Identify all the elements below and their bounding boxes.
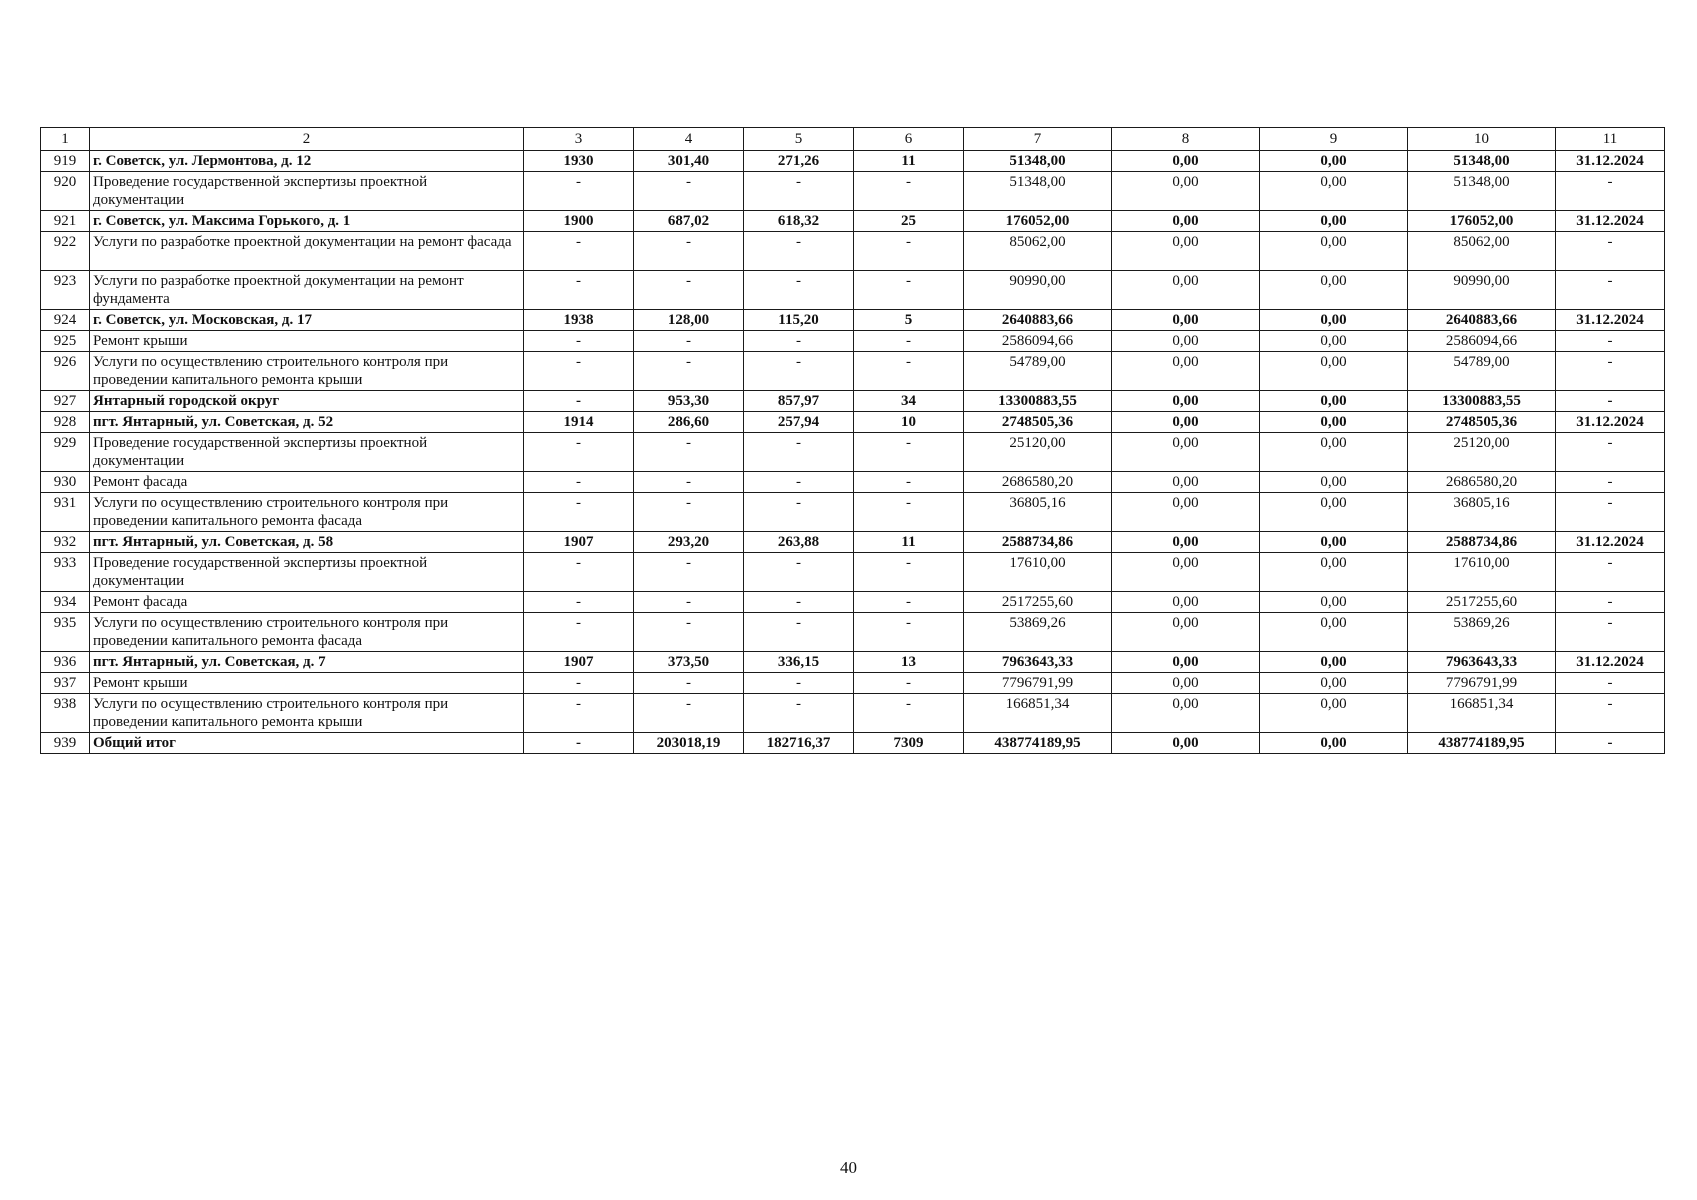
year-cell: - — [524, 352, 634, 391]
owners-funds-cell: 2586094,66 — [1408, 331, 1556, 352]
item-name: пгт. Янтарный, ул. Советская, д. 58 — [90, 532, 524, 553]
page-number: 40 — [840, 1158, 857, 1177]
row-number: 932 — [41, 532, 90, 553]
area-total-cell: 373,50 — [634, 652, 744, 673]
owners-funds-cell: 176052,00 — [1408, 211, 1556, 232]
owners-funds-cell: 85062,00 — [1408, 232, 1556, 271]
item-name: Услуги по осуществлению строительного контроля при проведении капитального ремонта крыши — [90, 352, 524, 391]
fund-cell: 0,00 — [1112, 733, 1260, 754]
year-cell: - — [524, 694, 634, 733]
fund-cell: 0,00 — [1112, 673, 1260, 694]
residents-cell: 11 — [854, 532, 964, 553]
deadline-cell: - — [1556, 673, 1665, 694]
row-number: 930 — [41, 472, 90, 493]
residents-cell: - — [854, 331, 964, 352]
area-living-cell: 271,26 — [744, 151, 854, 172]
area-total-cell: - — [634, 331, 744, 352]
fund-cell: 0,00 — [1112, 331, 1260, 352]
year-cell: 1914 — [524, 412, 634, 433]
table-row — [41, 733, 1665, 754]
item-name: Услуги по разработке проектной документации на ремонт фасада — [90, 232, 524, 271]
fund-cell: 0,00 — [1112, 694, 1260, 733]
year-cell: - — [524, 673, 634, 694]
area-living-cell: 115,20 — [744, 310, 854, 331]
item-name: г. Советск, ул. Лермонтова, д. 12 — [90, 151, 524, 172]
deadline-cell: 31.12.2024 — [1556, 151, 1665, 172]
deadline-cell: - — [1556, 733, 1665, 754]
residents-cell: 25 — [854, 211, 964, 232]
deadline-cell: - — [1556, 472, 1665, 493]
residents-cell: 11 — [854, 151, 964, 172]
deadline-cell: 31.12.2024 — [1556, 412, 1665, 433]
table-row — [41, 472, 1665, 493]
cost-total-cell: 90990,00 — [964, 271, 1112, 310]
deadline-cell: - — [1556, 391, 1665, 412]
table-row — [41, 310, 1665, 331]
table-row — [41, 331, 1665, 352]
residents-cell: - — [854, 352, 964, 391]
area-living-cell: - — [744, 592, 854, 613]
owners-funds-cell: 2588734,86 — [1408, 532, 1556, 553]
fund-cell: 0,00 — [1112, 352, 1260, 391]
cost-total-cell: 2640883,66 — [964, 310, 1112, 331]
cost-total-cell: 2588734,86 — [964, 532, 1112, 553]
item-name: Ремонт фасада — [90, 592, 524, 613]
area-total-cell: 687,02 — [634, 211, 744, 232]
column-header: 6 — [854, 128, 964, 151]
owners-funds-cell: 2686580,20 — [1408, 472, 1556, 493]
fund-cell: 0,00 — [1112, 232, 1260, 271]
row-number: 920 — [41, 172, 90, 211]
year-cell: 1930 — [524, 151, 634, 172]
cost-total-cell: 36805,16 — [964, 493, 1112, 532]
area-living-cell: 336,15 — [744, 652, 854, 673]
area-living-cell: - — [744, 613, 854, 652]
owners-funds-cell: 438774189,95 — [1408, 733, 1556, 754]
budget-cell: 0,00 — [1260, 652, 1408, 673]
area-living-cell: - — [744, 271, 854, 310]
item-name: Услуги по разработке проектной документации на ремонт фундамента — [90, 271, 524, 310]
table-row — [41, 592, 1665, 613]
residents-cell: 34 — [854, 391, 964, 412]
fund-cell: 0,00 — [1112, 172, 1260, 211]
table-row — [41, 532, 1665, 553]
budget-cell: 0,00 — [1260, 592, 1408, 613]
item-name: пгт. Янтарный, ул. Советская, д. 7 — [90, 652, 524, 673]
table-row — [41, 211, 1665, 232]
year-cell: 1938 — [524, 310, 634, 331]
owners-funds-cell: 2748505,36 — [1408, 412, 1556, 433]
area-living-cell: - — [744, 331, 854, 352]
budget-cell: 0,00 — [1260, 613, 1408, 652]
deadline-cell: 31.12.2024 — [1556, 211, 1665, 232]
cost-total-cell: 2517255,60 — [964, 592, 1112, 613]
owners-funds-cell: 2640883,66 — [1408, 310, 1556, 331]
residents-cell: 13 — [854, 652, 964, 673]
fund-cell: 0,00 — [1112, 652, 1260, 673]
cost-total-cell: 53869,26 — [964, 613, 1112, 652]
owners-funds-cell: 54789,00 — [1408, 352, 1556, 391]
row-number: 934 — [41, 592, 90, 613]
area-living-cell: - — [744, 433, 854, 472]
area-total-cell: - — [634, 472, 744, 493]
budget-cell: 0,00 — [1260, 733, 1408, 754]
area-living-cell: - — [744, 352, 854, 391]
budget-cell: 0,00 — [1260, 532, 1408, 553]
register-table — [40, 127, 1665, 754]
fund-cell: 0,00 — [1112, 412, 1260, 433]
row-number: 939 — [41, 733, 90, 754]
fund-cell: 0,00 — [1112, 493, 1260, 532]
budget-cell: 0,00 — [1260, 271, 1408, 310]
residents-cell: - — [854, 553, 964, 592]
area-living-cell: - — [744, 493, 854, 532]
area-total-cell: - — [634, 613, 744, 652]
area-living-cell: 182716,37 — [744, 733, 854, 754]
area-living-cell: - — [744, 472, 854, 493]
area-total-cell: 203018,19 — [634, 733, 744, 754]
fund-cell: 0,00 — [1112, 310, 1260, 331]
residents-cell: - — [854, 694, 964, 733]
budget-cell: 0,00 — [1260, 472, 1408, 493]
area-living-cell: - — [744, 673, 854, 694]
area-total-cell: 293,20 — [634, 532, 744, 553]
area-total-cell: - — [634, 553, 744, 592]
owners-funds-cell: 51348,00 — [1408, 151, 1556, 172]
column-header: 5 — [744, 128, 854, 151]
budget-cell: 0,00 — [1260, 331, 1408, 352]
area-living-cell: - — [744, 553, 854, 592]
cost-total-cell: 166851,34 — [964, 694, 1112, 733]
row-number: 933 — [41, 553, 90, 592]
budget-cell: 0,00 — [1260, 391, 1408, 412]
year-cell: 1907 — [524, 652, 634, 673]
row-number: 931 — [41, 493, 90, 532]
fund-cell: 0,00 — [1112, 553, 1260, 592]
cost-total-cell: 51348,00 — [964, 172, 1112, 211]
fund-cell: 0,00 — [1112, 433, 1260, 472]
item-name: Ремонт фасада — [90, 472, 524, 493]
table-row — [41, 433, 1665, 472]
year-cell: - — [524, 733, 634, 754]
item-name: Услуги по осуществлению строительного контроля при проведении капитального ремонта фасада — [90, 493, 524, 532]
deadline-cell: - — [1556, 493, 1665, 532]
row-number: 924 — [41, 310, 90, 331]
year-cell: - — [524, 493, 634, 532]
row-number: 937 — [41, 673, 90, 694]
cost-total-cell: 176052,00 — [964, 211, 1112, 232]
item-name: г. Советск, ул. Максима Горького, д. 1 — [90, 211, 524, 232]
fund-cell: 0,00 — [1112, 532, 1260, 553]
row-number: 921 — [41, 211, 90, 232]
deadline-cell: - — [1556, 592, 1665, 613]
residents-cell: - — [854, 472, 964, 493]
cost-total-cell: 2586094,66 — [964, 331, 1112, 352]
deadline-cell: 31.12.2024 — [1556, 652, 1665, 673]
owners-funds-cell: 90990,00 — [1408, 271, 1556, 310]
item-name: Ремонт крыши — [90, 673, 524, 694]
year-cell: - — [524, 433, 634, 472]
budget-cell: 0,00 — [1260, 412, 1408, 433]
owners-funds-cell: 166851,34 — [1408, 694, 1556, 733]
row-number: 935 — [41, 613, 90, 652]
area-total-cell: 953,30 — [634, 391, 744, 412]
item-name: Проведение государственной экспертизы проектной документации — [90, 433, 524, 472]
row-number: 927 — [41, 391, 90, 412]
fund-cell: 0,00 — [1112, 151, 1260, 172]
table-row — [41, 172, 1665, 211]
table-row — [41, 673, 1665, 694]
budget-cell: 0,00 — [1260, 493, 1408, 532]
column-header: 11 — [1556, 128, 1665, 151]
residents-cell: - — [854, 673, 964, 694]
residents-cell: - — [854, 493, 964, 532]
year-cell: - — [524, 592, 634, 613]
column-header: 7 — [964, 128, 1112, 151]
deadline-cell: - — [1556, 433, 1665, 472]
owners-funds-cell: 36805,16 — [1408, 493, 1556, 532]
column-header: 9 — [1260, 128, 1408, 151]
header-row — [41, 128, 1665, 151]
column-header: 10 — [1408, 128, 1556, 151]
deadline-cell: - — [1556, 331, 1665, 352]
table-row — [41, 412, 1665, 433]
area-total-cell: - — [634, 592, 744, 613]
table-row — [41, 613, 1665, 652]
cost-total-cell: 17610,00 — [964, 553, 1112, 592]
area-living-cell: 263,88 — [744, 532, 854, 553]
item-name: Общий итог — [90, 733, 524, 754]
fund-cell: 0,00 — [1112, 613, 1260, 652]
area-total-cell: 301,40 — [634, 151, 744, 172]
residents-cell: 5 — [854, 310, 964, 331]
cost-total-cell: 51348,00 — [964, 151, 1112, 172]
budget-cell: 0,00 — [1260, 310, 1408, 331]
owners-funds-cell: 7963643,33 — [1408, 652, 1556, 673]
area-total-cell: - — [634, 232, 744, 271]
table-row — [41, 232, 1665, 271]
year-cell: - — [524, 553, 634, 592]
table-row — [41, 553, 1665, 592]
table-row — [41, 151, 1665, 172]
year-cell: 1907 — [524, 532, 634, 553]
area-total-cell: - — [634, 673, 744, 694]
owners-funds-cell: 53869,26 — [1408, 613, 1556, 652]
area-living-cell: 257,94 — [744, 412, 854, 433]
column-header: 8 — [1112, 128, 1260, 151]
column-header: 1 — [41, 128, 90, 151]
item-name: Проведение государственной экспертизы проектной документации — [90, 553, 524, 592]
deadline-cell: - — [1556, 271, 1665, 310]
item-name: г. Советск, ул. Московская, д. 17 — [90, 310, 524, 331]
row-number: 919 — [41, 151, 90, 172]
fund-cell: 0,00 — [1112, 391, 1260, 412]
budget-cell: 0,00 — [1260, 172, 1408, 211]
row-number: 922 — [41, 232, 90, 271]
area-living-cell: 857,97 — [744, 391, 854, 412]
row-number: 926 — [41, 352, 90, 391]
budget-cell: 0,00 — [1260, 211, 1408, 232]
residents-cell: - — [854, 172, 964, 211]
row-number: 923 — [41, 271, 90, 310]
table-row — [41, 493, 1665, 532]
table-body — [41, 151, 1665, 754]
budget-cell: 0,00 — [1260, 673, 1408, 694]
cost-total-cell: 7963643,33 — [964, 652, 1112, 673]
item-name: Ремонт крыши — [90, 331, 524, 352]
item-name: Проведение государственной экспертизы проектной документации — [90, 172, 524, 211]
area-living-cell: - — [744, 172, 854, 211]
cost-total-cell: 25120,00 — [964, 433, 1112, 472]
cost-total-cell: 2748505,36 — [964, 412, 1112, 433]
owners-funds-cell: 13300883,55 — [1408, 391, 1556, 412]
fund-cell: 0,00 — [1112, 271, 1260, 310]
budget-cell: 0,00 — [1260, 553, 1408, 592]
deadline-cell: - — [1556, 694, 1665, 733]
cost-total-cell: 438774189,95 — [964, 733, 1112, 754]
item-name: Янтарный городской округ — [90, 391, 524, 412]
deadline-cell: - — [1556, 232, 1665, 271]
area-total-cell: - — [634, 172, 744, 211]
budget-cell: 0,00 — [1260, 433, 1408, 472]
table-row — [41, 652, 1665, 673]
cost-total-cell: 54789,00 — [964, 352, 1112, 391]
deadline-cell: 31.12.2024 — [1556, 310, 1665, 331]
area-living-cell: 618,32 — [744, 211, 854, 232]
column-header: 3 — [524, 128, 634, 151]
budget-cell: 0,00 — [1260, 151, 1408, 172]
residents-cell: - — [854, 613, 964, 652]
residents-cell: 7309 — [854, 733, 964, 754]
budget-cell: 0,00 — [1260, 232, 1408, 271]
year-cell: 1900 — [524, 211, 634, 232]
year-cell: - — [524, 172, 634, 211]
area-total-cell: - — [634, 352, 744, 391]
fund-cell: 0,00 — [1112, 211, 1260, 232]
budget-cell: 0,00 — [1260, 694, 1408, 733]
year-cell: - — [524, 613, 634, 652]
table-row — [41, 271, 1665, 310]
row-number: 929 — [41, 433, 90, 472]
table-row — [41, 391, 1665, 412]
year-cell: - — [524, 331, 634, 352]
deadline-cell: - — [1556, 553, 1665, 592]
area-total-cell: - — [634, 493, 744, 532]
area-total-cell: - — [634, 694, 744, 733]
deadline-cell: - — [1556, 172, 1665, 211]
area-living-cell: - — [744, 232, 854, 271]
fund-cell: 0,00 — [1112, 472, 1260, 493]
area-total-cell: 286,60 — [634, 412, 744, 433]
residents-cell: - — [854, 232, 964, 271]
residents-cell: - — [854, 271, 964, 310]
owners-funds-cell: 51348,00 — [1408, 172, 1556, 211]
residents-cell: - — [854, 433, 964, 472]
deadline-cell: - — [1556, 613, 1665, 652]
area-total-cell: - — [634, 433, 744, 472]
cost-total-cell: 7796791,99 — [964, 673, 1112, 694]
deadline-cell: 31.12.2024 — [1556, 532, 1665, 553]
row-number: 925 — [41, 331, 90, 352]
row-number: 928 — [41, 412, 90, 433]
area-total-cell: 128,00 — [634, 310, 744, 331]
column-header: 2 — [90, 128, 524, 151]
owners-funds-cell: 2517255,60 — [1408, 592, 1556, 613]
year-cell: - — [524, 391, 634, 412]
cost-total-cell: 2686580,20 — [964, 472, 1112, 493]
item-name: Услуги по осуществлению строительного контроля при проведении капитального ремонта фасада — [90, 613, 524, 652]
year-cell: - — [524, 271, 634, 310]
table-row — [41, 352, 1665, 391]
residents-cell: - — [854, 592, 964, 613]
residents-cell: 10 — [854, 412, 964, 433]
owners-funds-cell: 17610,00 — [1408, 553, 1556, 592]
row-number: 936 — [41, 652, 90, 673]
column-header: 4 — [634, 128, 744, 151]
year-cell: - — [524, 232, 634, 271]
table-row — [41, 694, 1665, 733]
area-living-cell: - — [744, 694, 854, 733]
cost-total-cell: 85062,00 — [964, 232, 1112, 271]
budget-cell: 0,00 — [1260, 352, 1408, 391]
deadline-cell: - — [1556, 352, 1665, 391]
area-total-cell: - — [634, 271, 744, 310]
item-name: пгт. Янтарный, ул. Советская, д. 52 — [90, 412, 524, 433]
item-name: Услуги по осуществлению строительного контроля при проведении капитального ремонта крыши — [90, 694, 524, 733]
year-cell: - — [524, 472, 634, 493]
owners-funds-cell: 25120,00 — [1408, 433, 1556, 472]
fund-cell: 0,00 — [1112, 592, 1260, 613]
owners-funds-cell: 7796791,99 — [1408, 673, 1556, 694]
row-number: 938 — [41, 694, 90, 733]
cost-total-cell: 13300883,55 — [964, 391, 1112, 412]
